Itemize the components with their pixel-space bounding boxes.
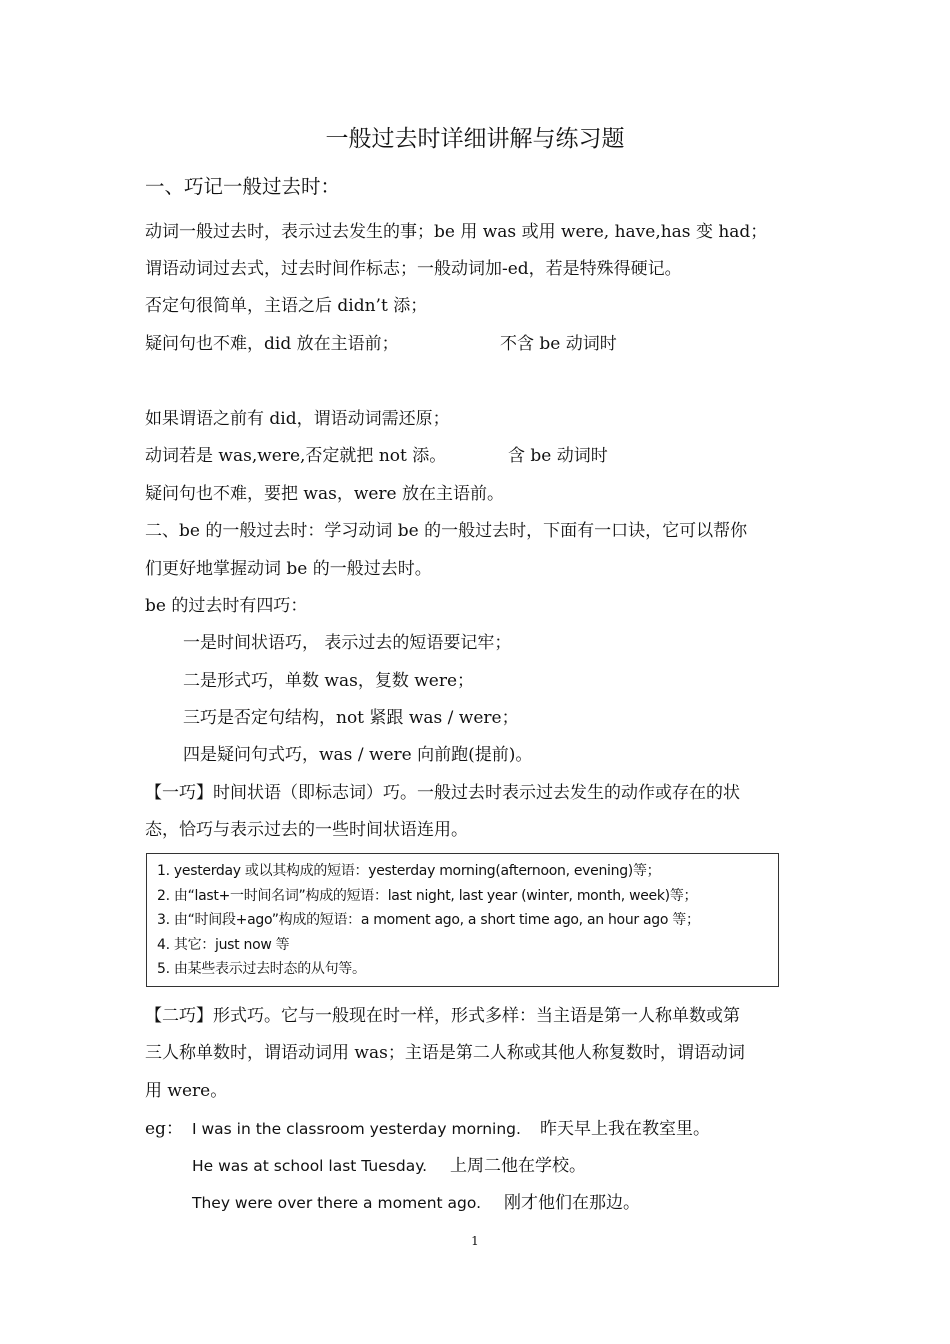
section2-intro-line-1: 二、be 的一般过去时：学习动词 be 的一般过去时，下面有一口诀，它可以帮你 [145, 521, 748, 541]
box-item-3: 3. 由“时间段+ago”构成的短语：a moment ago, a short time ago, an hour ago 等； [157, 912, 700, 928]
section1-heading: 一、巧记一般过去时： [145, 175, 341, 198]
tip-line-3: 三巧是否定句结构，not 紧跟 was / were； [183, 708, 519, 728]
example-3-zh: 刚才他们在那边。 [504, 1193, 640, 1213]
example-1-zh: 昨天早上我在教室里。 [540, 1119, 710, 1139]
note-with-be-verb: 含 be 动词时 [508, 446, 608, 466]
tip2-line-3: 用 were。 [145, 1081, 228, 1101]
rhyme-line-3: 否定句很简单，主语之后 didn’t 添； [145, 296, 428, 316]
tip-line-4: 四是疑问句式巧，was / were 向前跑(提前)。 [183, 745, 533, 765]
rhyme-line-6: 动词若是 was,were,否定就把 not 添。 [145, 446, 447, 466]
tip2-line-1: 【二巧】形式巧。它与一般现在时一样，形式多样：当主语是第一人称单数或第 [145, 1006, 740, 1026]
box-item-4: 4. 其它：just now 等 [157, 936, 290, 953]
box-item-1: 1. yesterday 或以其构成的短语：yesterday morning(afternoon, evening)等； [157, 863, 661, 879]
note-no-be-verb: 不含 be 动词时 [500, 334, 617, 354]
tip1-line-2: 态，恰巧与表示过去的一些时间状语连用。 [145, 820, 468, 840]
example-2-zh: 上周二他在学校。 [450, 1156, 586, 1176]
box-item-2: 2. 由“last+一时间名词”构成的短语：last night, last year (winter, month, week)等； [157, 887, 698, 904]
time-adverbial-box [146, 853, 779, 987]
four-tips-title: be 的过去时有四巧： [145, 596, 308, 616]
tip2-line-2: 三人称单数时，谓语动词用 was；主语是第二人称或其他人称复数时，谓语动词 [145, 1043, 745, 1063]
rhyme-line-7: 疑问句也不难，要把 was，were 放在主语前。 [145, 484, 505, 504]
example-2-en: He was at school last Tuesday. [192, 1157, 428, 1175]
example-1-en: I was in the classroom yesterday morning. [192, 1120, 521, 1138]
page-number: 1 [471, 1234, 479, 1248]
rhyme-line-4: 疑问句也不难，did 放在主语前； [145, 334, 399, 354]
box-item-5: 5. 由某些表示过去时态的从句等。 [157, 961, 366, 977]
eg-label: eg： [145, 1119, 183, 1139]
tip-line-1: 一是时间状语巧， 表示过去的短语要记牢； [183, 633, 512, 653]
example-3-en: They were over there a moment ago. [192, 1194, 482, 1212]
document-title: 一般过去时详细讲解与练习题 [325, 126, 625, 152]
tip-line-2: 二是形式巧，单数 was，复数 were； [183, 671, 475, 691]
rhyme-line-1: 动词一般过去时，表示过去发生的事；be 用 was 或用 were, have,has 变 had； [145, 222, 768, 242]
rhyme-line-2: 谓语动词过去式，过去时间作标志；一般动词加-ed，若是特殊得硬记。 [145, 259, 682, 279]
section2-intro-line-2: 们更好地掌握动词 be 的一般过去时。 [145, 559, 432, 579]
tip1-line-1: 【一巧】时间状语（即标志词）巧。一般过去时表示过去发生的动作或存在的状 [145, 783, 740, 803]
rhyme-line-5: 如果谓语之前有 did，谓语动词需还原； [145, 409, 450, 429]
